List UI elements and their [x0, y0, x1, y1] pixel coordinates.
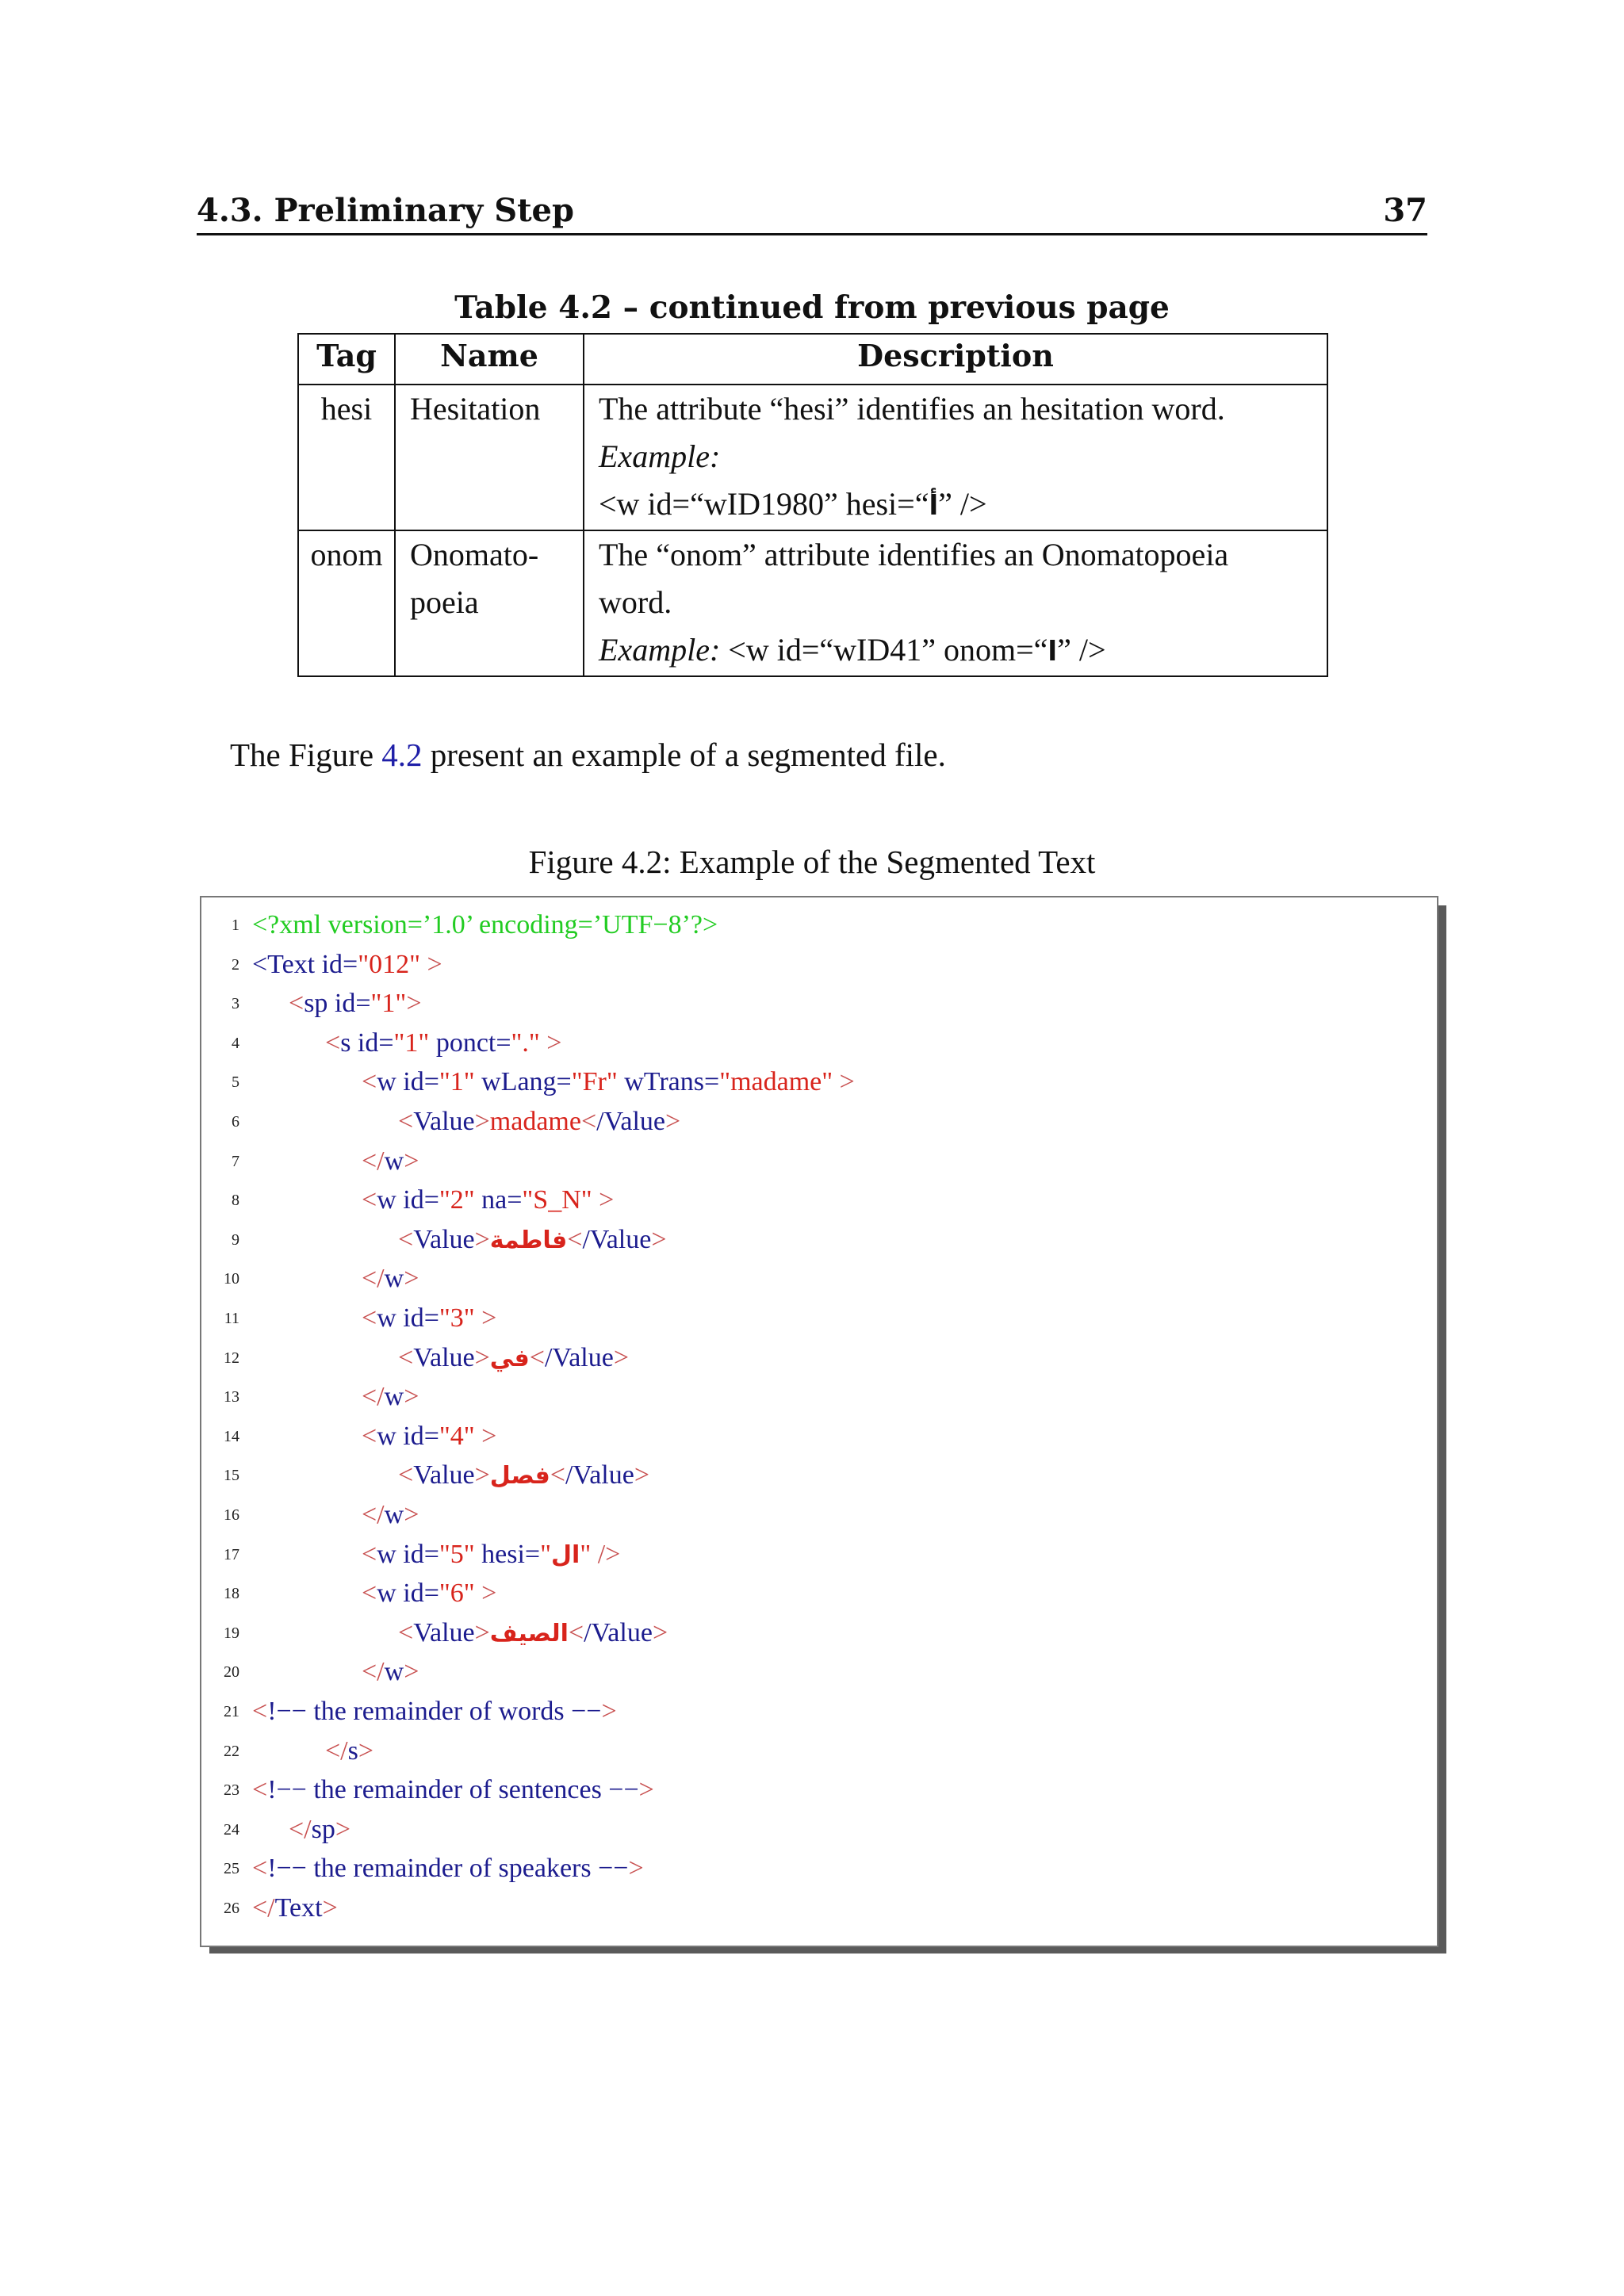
code-text [398, 1102, 680, 1142]
code-line [201, 1535, 1437, 1575]
code-token: "012" [358, 949, 420, 979]
code-token: > [474, 1460, 490, 1490]
code-token: > [420, 949, 442, 979]
code-token: "madame" [719, 1067, 833, 1097]
code-text [362, 1259, 419, 1299]
code-token: Value [413, 1342, 475, 1372]
code-line [201, 1613, 1437, 1653]
code-token: < [398, 1107, 414, 1136]
code-text [398, 1338, 629, 1379]
code-token: < [362, 1185, 377, 1215]
code-token: > [474, 1578, 497, 1609]
code-token: < [567, 1224, 583, 1254]
example-code-start: <w id=“wID1980” hesi=“ [599, 486, 929, 522]
code-token: Value [413, 1617, 475, 1647]
code-token: < [252, 1775, 268, 1805]
code-line [201, 1888, 1437, 1928]
code-token: > [539, 1027, 562, 1058]
code-token: > [474, 1303, 497, 1333]
code-token: !−− the remainder of sentences −− [267, 1775, 639, 1805]
example-code [599, 480, 1312, 530]
code-line [201, 1495, 1437, 1535]
code-token: w [384, 1264, 404, 1294]
code-text [252, 905, 718, 945]
code-token: w id= [377, 1421, 439, 1451]
code-line [201, 1574, 1437, 1613]
code-line [201, 1417, 1437, 1456]
code-token: /Value [596, 1107, 666, 1136]
code-token: </ [362, 1657, 385, 1687]
paragraph-text: The Figure [230, 737, 382, 773]
code-token: > [592, 1185, 615, 1215]
code-line [201, 984, 1437, 1024]
name-line: Onomato- [410, 537, 539, 572]
code-text [362, 1574, 496, 1613]
code-token: w id= [377, 1303, 439, 1333]
line-number: 9 [232, 1230, 239, 1249]
table-caption: Table 4.2 – continued from previous page [454, 289, 1170, 326]
code-line [201, 1181, 1437, 1220]
example-label: Example: [599, 438, 721, 474]
code-text [362, 1535, 620, 1575]
description-cell [584, 530, 1327, 676]
code-token: < [289, 989, 304, 1019]
table-header-row [298, 334, 1327, 385]
code-token: > [404, 1264, 419, 1294]
code-token: sp id= [304, 989, 371, 1019]
code-token: </ [289, 1814, 312, 1844]
code-line [201, 1732, 1437, 1771]
description-text: word. [599, 584, 672, 620]
code-token: !−− the remainder of words −− [267, 1697, 602, 1726]
code-token: > [404, 1657, 419, 1687]
code-token: < [398, 1460, 414, 1490]
table-row [298, 530, 1327, 676]
code-token: > [322, 1893, 338, 1923]
code-token: </ [362, 1264, 385, 1294]
code-text [325, 1732, 373, 1771]
code-text [289, 1810, 350, 1850]
code-text [252, 1849, 644, 1888]
code-token: </ [362, 1146, 385, 1176]
code-line [201, 1024, 1437, 1063]
code-token: > [628, 1854, 644, 1884]
code-token: "5" [439, 1539, 475, 1569]
code-token: /Value [565, 1460, 634, 1490]
code-token: > [474, 1342, 490, 1372]
code-token: </ [252, 1893, 275, 1923]
code-token: /> [591, 1539, 621, 1569]
line-number: 11 [224, 1310, 239, 1327]
code-token: " [580, 1539, 592, 1569]
example-code [599, 626, 1312, 675]
code-token: < [252, 1854, 268, 1884]
name-cell [395, 530, 584, 676]
name-cell: Hesitation [395, 385, 584, 530]
line-number: 1 [232, 916, 239, 934]
line-number: 13 [224, 1388, 239, 1406]
line-number: 15 [224, 1467, 239, 1485]
code-line [201, 1220, 1437, 1260]
code-token: "1" [439, 1067, 475, 1097]
line-number: 22 [224, 1742, 239, 1760]
code-token: < [362, 1578, 377, 1609]
code-text [362, 1652, 419, 1692]
code-token: "." [511, 1027, 540, 1058]
arabic-token: ال [550, 1540, 580, 1569]
code-token: "1" [393, 1027, 430, 1058]
code-line [201, 905, 1437, 945]
code-token: wLang= [474, 1067, 572, 1097]
code-token: < [362, 1421, 377, 1451]
code-token: </ [362, 1382, 385, 1412]
arabic-token: الصيف [489, 1619, 569, 1647]
code-line [201, 1142, 1437, 1181]
line-number: 26 [224, 1900, 239, 1917]
code-line [201, 1259, 1437, 1299]
line-number: 14 [224, 1427, 239, 1445]
code-text [252, 1888, 338, 1928]
line-number: 17 [224, 1545, 239, 1563]
code-line [201, 1770, 1437, 1810]
code-token: w [384, 1657, 404, 1687]
code-line [201, 945, 1437, 985]
code-token: > [404, 1146, 419, 1176]
code-token: "Fr" [571, 1067, 618, 1097]
code-text [362, 1062, 855, 1102]
code-line [201, 1849, 1437, 1888]
code-token: < [325, 1027, 341, 1058]
code-token: > [474, 1617, 490, 1647]
line-number: 25 [224, 1860, 239, 1878]
code-text [362, 1417, 496, 1456]
code-token: < [568, 1617, 584, 1647]
page-number: 37 [1383, 192, 1427, 229]
arabic-token: فاطمة [489, 1226, 568, 1254]
line-number: 16 [224, 1506, 239, 1524]
code-token: w [384, 1146, 404, 1176]
code-token: > [404, 1500, 419, 1529]
code-text [362, 1495, 419, 1535]
line-number: 4 [232, 1034, 239, 1052]
paragraph-text: present an example of a segmented file. [422, 737, 946, 773]
code-token: w [384, 1500, 404, 1529]
code-line [201, 1456, 1437, 1495]
code-token: madame [489, 1107, 581, 1136]
code-token: " [540, 1539, 551, 1569]
code-token: < [362, 1067, 377, 1097]
code-token: < [580, 1107, 597, 1136]
code-token: </ [362, 1500, 385, 1529]
code-token: !−− the remainder of speakers −− [267, 1854, 629, 1884]
code-token: "6" [439, 1578, 475, 1609]
code-token: < [398, 1224, 414, 1254]
line-number: 10 [224, 1270, 239, 1288]
code-token: w id= [377, 1185, 439, 1215]
code-token: na= [474, 1185, 523, 1215]
arabic-token: في [489, 1344, 530, 1372]
code-token: < [362, 1539, 377, 1569]
code-token: w id= [377, 1067, 439, 1097]
code-text [252, 945, 442, 985]
line-number: 23 [224, 1781, 239, 1800]
code-token: "2" [439, 1185, 475, 1215]
code-token: hesi= [474, 1539, 541, 1569]
code-text [252, 1770, 654, 1810]
figure-caption: Figure 4.2: Example of the Segmented Text [528, 844, 1096, 880]
example-arabic: أ [929, 490, 939, 522]
code-token: > [474, 1107, 490, 1136]
code-token: w id= [377, 1578, 439, 1609]
code-token: </ [325, 1735, 348, 1766]
code-line [201, 1062, 1437, 1102]
code-token: > [613, 1342, 630, 1372]
code-line [201, 1102, 1437, 1142]
code-line [201, 1652, 1437, 1692]
code-token: > [833, 1067, 855, 1097]
code-token: s [347, 1735, 358, 1766]
code-token: /Value [584, 1617, 653, 1647]
code-token: > [474, 1421, 497, 1451]
code-line [201, 1377, 1437, 1417]
code-token: > [634, 1460, 650, 1490]
code-token: < [252, 1697, 268, 1726]
line-number: 6 [232, 1113, 239, 1131]
code-text [362, 1299, 496, 1338]
code-text [362, 1377, 419, 1417]
body-paragraph [230, 736, 946, 774]
line-number: 8 [232, 1192, 239, 1210]
code-token: > [601, 1697, 617, 1726]
code-text [398, 1613, 668, 1654]
code-token: <Text id= [252, 949, 358, 979]
code-token: wTrans= [617, 1067, 720, 1097]
example-code-start: <w id=“wID41” onom=“ [720, 632, 1048, 668]
description-text: The attribute “hesi” identifies an hesitation word. [599, 391, 1225, 427]
line-number: 18 [224, 1585, 239, 1603]
name-line: poeia [410, 584, 479, 620]
code-token: > [665, 1107, 681, 1136]
code-line [201, 1692, 1437, 1732]
description-text: The “onom” attribute identifies an Onomatopoeia [599, 537, 1229, 572]
line-number: 20 [224, 1663, 239, 1682]
code-text [362, 1142, 419, 1181]
code-token: /Value [582, 1224, 652, 1254]
code-line [201, 1299, 1437, 1338]
column-header-tag: Tag [298, 334, 395, 385]
line-number: 21 [224, 1703, 239, 1720]
code-token: > [474, 1224, 490, 1254]
attributes-table [297, 333, 1328, 677]
code-text [289, 984, 422, 1024]
line-number: 12 [224, 1349, 239, 1367]
code-token: < [362, 1303, 377, 1333]
code-token: w id= [377, 1539, 439, 1569]
code-text [398, 1220, 667, 1261]
line-number: 3 [232, 995, 239, 1013]
tag-cell: hesi [298, 385, 395, 530]
code-token: "S_N" [522, 1185, 592, 1215]
code-token: "4" [439, 1421, 475, 1451]
code-text [362, 1181, 614, 1220]
code-token: Value [413, 1107, 475, 1136]
example-arabic: ا [1048, 636, 1058, 668]
code-token: Value [413, 1460, 475, 1490]
code-token: > [638, 1775, 654, 1805]
code-token: > [406, 989, 422, 1019]
code-text [398, 1456, 649, 1496]
line-number: 5 [232, 1073, 239, 1092]
code-token: /Value [544, 1342, 614, 1372]
line-number: 2 [232, 955, 239, 974]
code-token: sp [311, 1814, 335, 1844]
code-line [201, 1338, 1437, 1378]
example-code-end: ” /> [938, 486, 987, 522]
code-token: > [335, 1814, 351, 1844]
code-token: w [384, 1382, 404, 1412]
code-token: < [550, 1460, 565, 1490]
code-token: < [529, 1342, 545, 1372]
code-text [325, 1024, 561, 1063]
line-number: 7 [232, 1152, 239, 1170]
example-label: Example: [599, 632, 721, 668]
code-token: > [358, 1735, 374, 1766]
code-text [252, 1692, 617, 1732]
running-header [197, 192, 1427, 235]
tag-cell: onom [298, 530, 395, 676]
code-listing [200, 896, 1438, 1947]
figure-reference-link[interactable]: 4.2 [381, 737, 423, 773]
section-title: 4.3. Preliminary Step [197, 192, 574, 229]
description-cell [584, 385, 1327, 530]
code-token: "3" [439, 1303, 475, 1333]
code-token: > [652, 1617, 668, 1647]
code-token: Value [413, 1224, 475, 1254]
code-token: > [651, 1224, 667, 1254]
code-token: <?xml version=’1.0’ encoding=’UTF−8’?> [252, 910, 718, 939]
code-line [201, 1810, 1437, 1850]
line-number: 19 [224, 1624, 239, 1642]
example-code-end: ” /> [1057, 632, 1106, 668]
code-token: ponct= [429, 1027, 511, 1058]
table-row [298, 385, 1327, 530]
column-header-name: Name [395, 334, 584, 385]
code-token: > [404, 1382, 419, 1412]
code-token: < [398, 1617, 414, 1647]
code-token: < [398, 1342, 414, 1372]
line-number: 24 [224, 1820, 239, 1839]
code-token: Text [274, 1893, 323, 1923]
code-token: s id= [340, 1027, 394, 1058]
code-token: "1" [370, 989, 407, 1019]
arabic-token: فصل [489, 1462, 550, 1490]
column-header-description: Description [584, 334, 1327, 385]
